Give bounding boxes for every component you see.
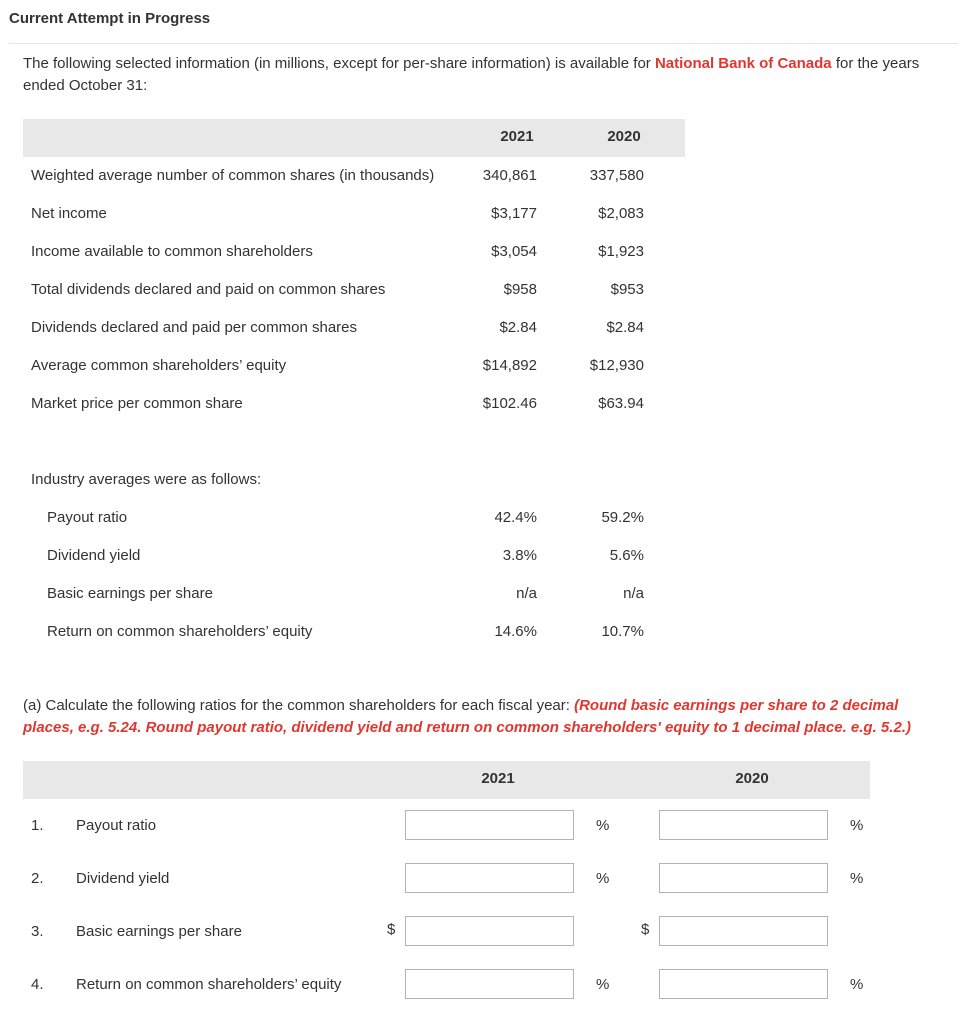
intro-text-before: The following selected information (in millions, except for per-share information) is available for [23,55,655,72]
answer-row-label: Basic earnings per share [76,923,242,940]
row-value-2021: $3,054 [491,243,537,260]
basic-eps-2021-input[interactable] [405,916,574,946]
row-label: Average common shareholders’ equity [31,357,287,374]
dollar-unit: $ [641,921,650,938]
payout-ratio-2020-input[interactable] [659,810,828,840]
industry-value-2021: 42.4% [494,509,537,526]
row-value-2021: $3,177 [491,205,537,222]
roe-2021-input[interactable] [405,969,574,999]
answer-row-label: Payout ratio [76,817,157,834]
dollar-unit: $ [387,921,396,938]
row-value-2021: 340,861 [482,167,537,184]
row-value-2020: $953 [610,281,644,298]
header-divider [9,43,958,44]
rounding-instructions: (Round basic earnings per share to 2 decimal places, e.g. 5.24. Round payout ratio, dividend yield and return on common shareholders' equity to 1 decimal place. e.g. 5.2.) [23,697,911,736]
industry-value-2021: 14.6% [494,623,537,640]
page-title: Current Attempt in Progress [9,10,211,27]
answer-row-label: Dividend yield [76,870,170,887]
dividend-yield-2021-input[interactable] [405,863,574,893]
intro-text-after: for the years ended October 31: [23,55,920,94]
row-value-2021: $102.46 [482,395,537,412]
answer-row-number: 1. [31,817,44,834]
intro-paragraph [23,53,933,97]
industry-row-label: Payout ratio [47,509,128,526]
answer-column-2021: 2021 [481,770,515,787]
row-label: Weighted average number of common shares (in thousands) [31,167,435,184]
row-value-2020: $1,923 [598,243,644,260]
payout-ratio-2021-input[interactable] [405,810,574,840]
row-value-2021: $958 [503,281,537,298]
row-value-2020: 337,580 [589,167,644,184]
row-value-2020: $2.84 [606,319,644,336]
industry-value-2020: 5.6% [609,547,644,564]
percent-unit: % [850,976,864,993]
industry-value-2021: n/a [516,585,537,602]
column-header-2021: 2021 [500,128,534,145]
percent-unit: % [596,817,610,834]
data-table-header [23,119,685,157]
row-value-2020: $63.94 [598,395,644,412]
company-name: National Bank of Canada [654,55,832,72]
row-value-2021: $14,892 [482,357,537,374]
row-label: Net income [31,205,107,222]
row-value-2020: $2,083 [598,205,644,222]
question-text [23,695,943,739]
answer-row-number: 3. [31,923,44,940]
basic-eps-2020-input[interactable] [659,916,828,946]
percent-unit: % [596,976,610,993]
answer-row-number: 4. [31,976,44,993]
row-label: Dividends declared and paid per common shares [31,319,358,336]
row-value-2020: $12,930 [589,357,644,374]
answer-column-2020: 2020 [735,770,769,787]
industry-row-label: Basic earnings per share [47,585,213,602]
roe-2020-input[interactable] [659,969,828,999]
question-prompt: (a) Calculate the following ratios for the common shareholders for each fiscal year: [23,697,575,714]
industry-value-2020: 59.2% [601,509,644,526]
percent-unit: % [850,817,864,834]
row-label: Market price per common share [31,395,243,412]
column-header-2020: 2020 [607,128,641,145]
percent-unit: % [850,870,864,887]
row-label: Total dividends declared and paid on common shares [31,281,386,298]
industry-row-label: Dividend yield [47,547,141,564]
answer-row-number: 2. [31,870,44,887]
dividend-yield-2020-input[interactable] [659,863,828,893]
percent-unit: % [596,870,610,887]
industry-value-2020: n/a [623,585,644,602]
industry-heading: Industry averages were as follows: [31,471,262,488]
industry-value-2020: 10.7% [601,623,644,640]
answer-row-label: Return on common shareholders’ equity [76,976,342,993]
row-label: Income available to common shareholders [31,243,313,260]
industry-row-label: Return on common shareholders’ equity [47,623,313,640]
industry-value-2021: 3.8% [502,547,537,564]
row-value-2021: $2.84 [499,319,537,336]
